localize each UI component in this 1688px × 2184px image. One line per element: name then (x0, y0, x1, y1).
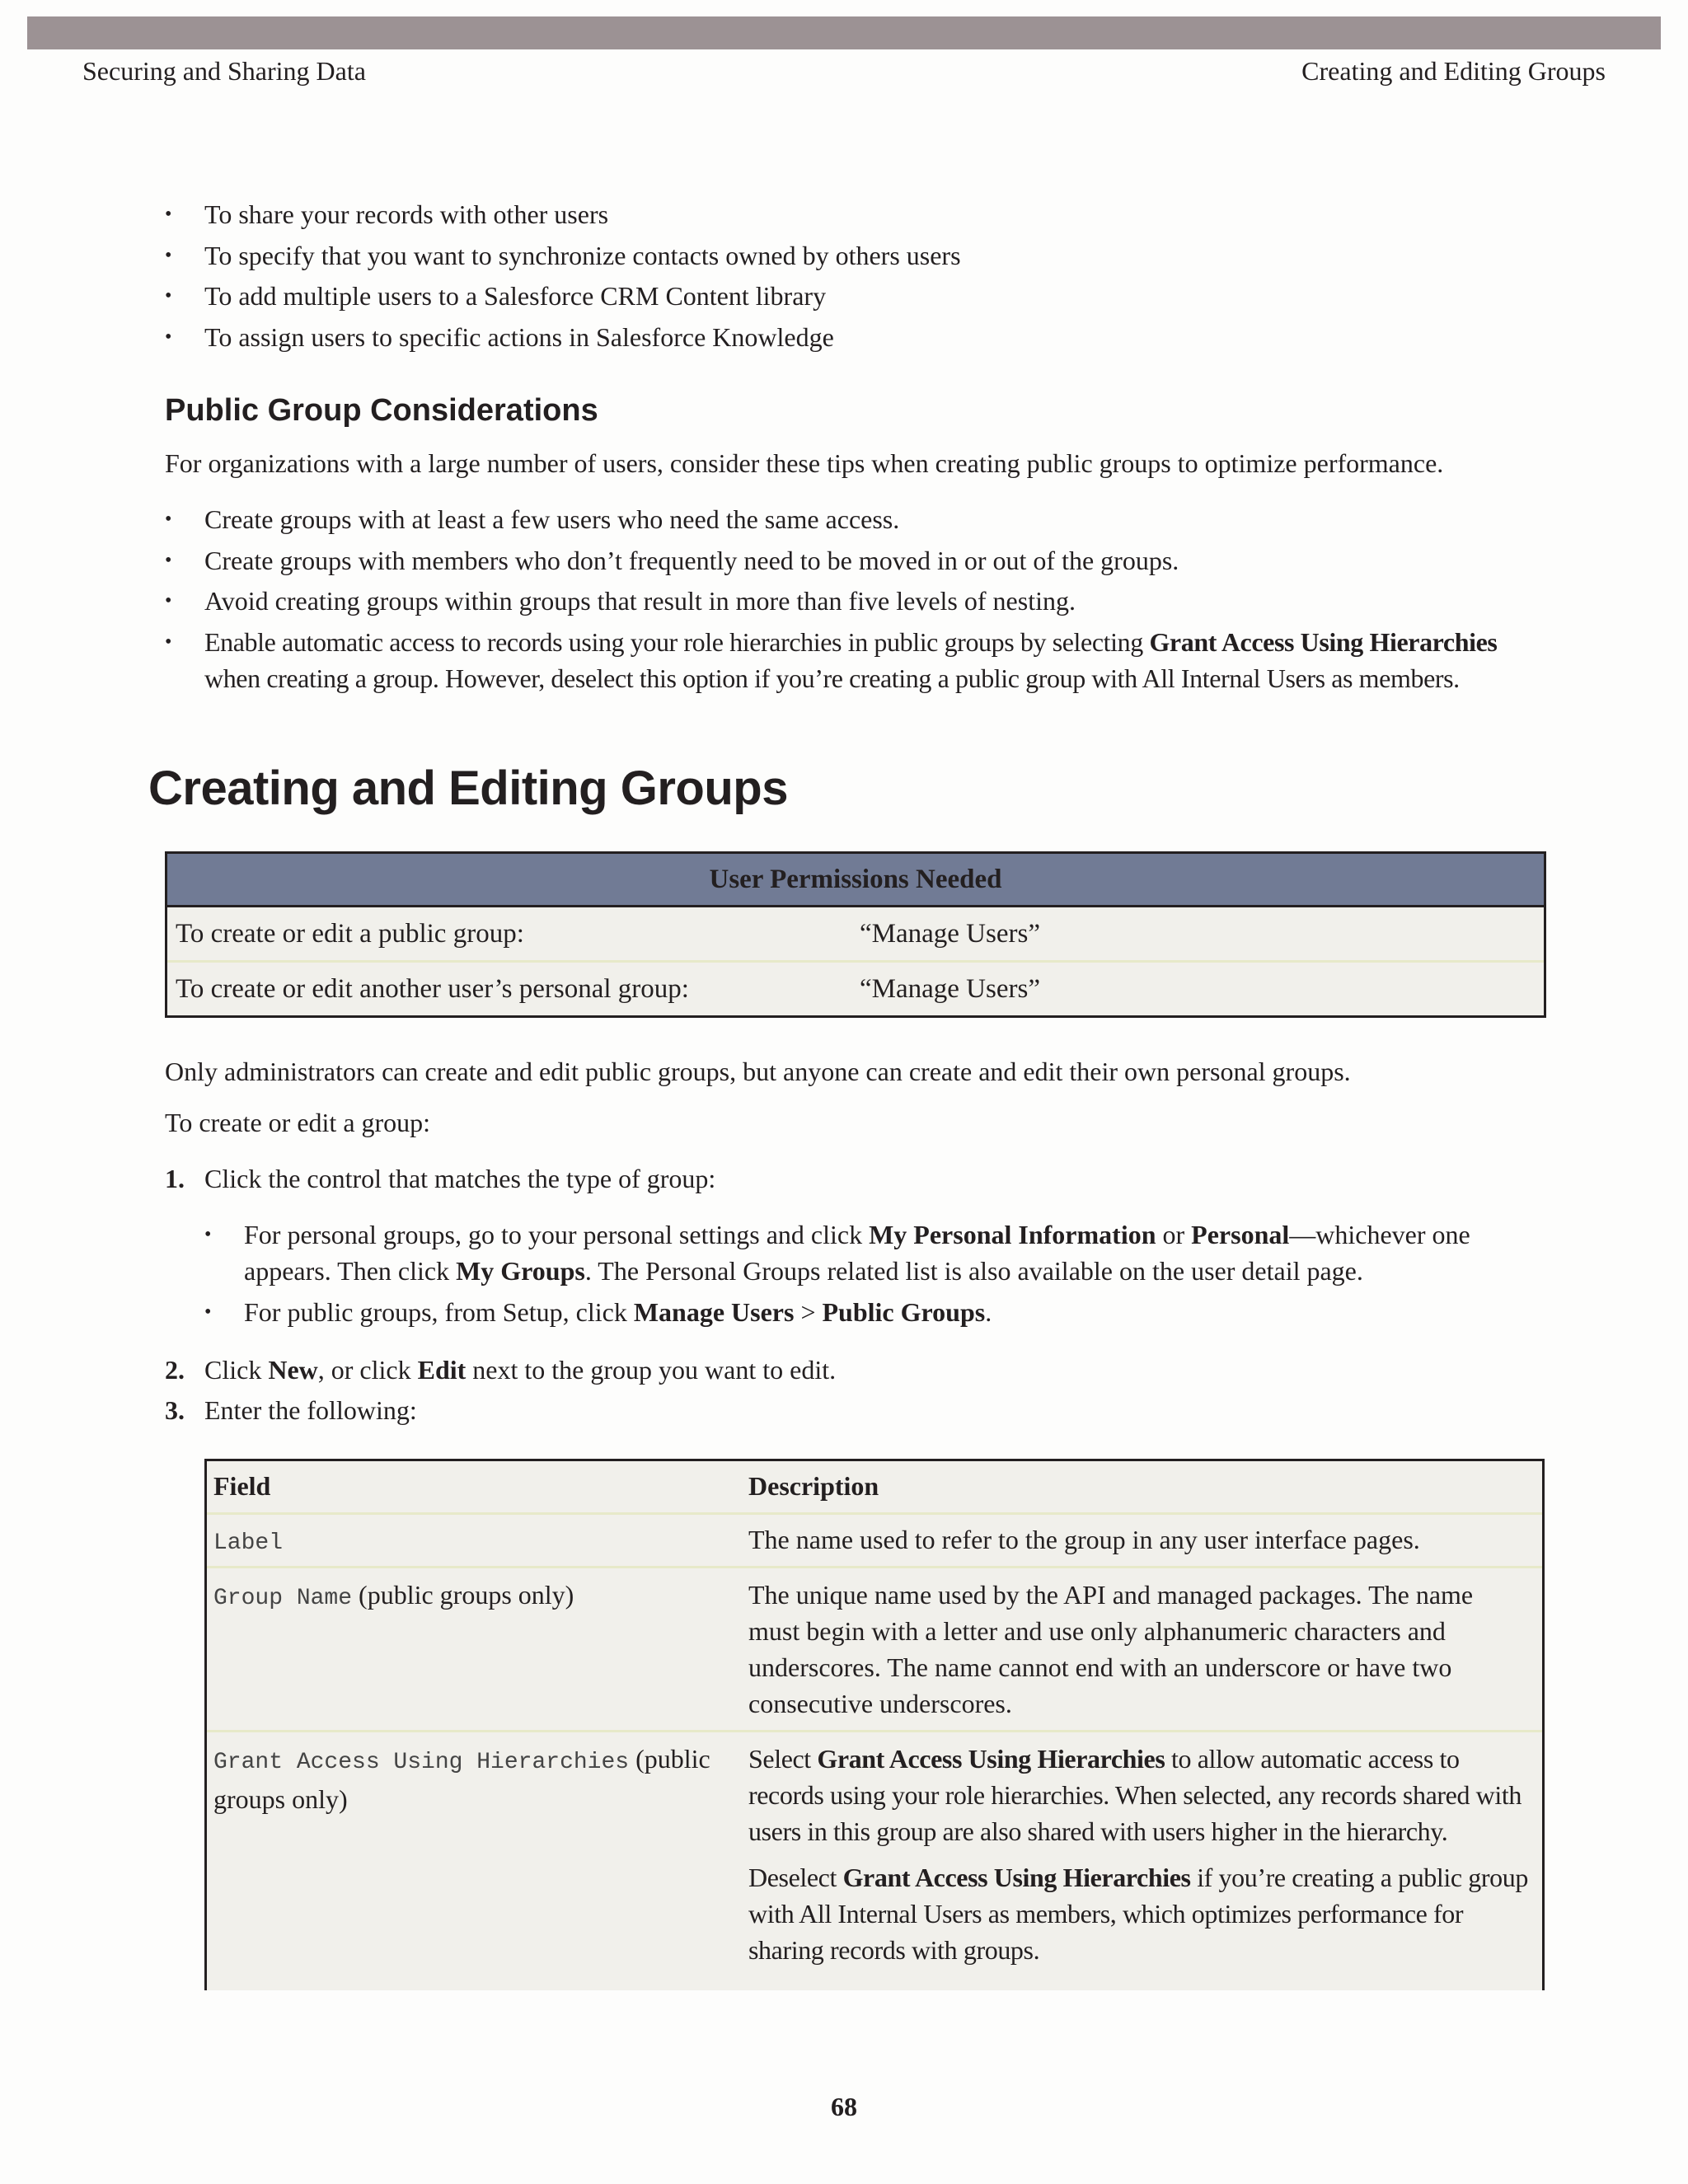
list-item: • To assign users to specific actions in Salesforce Knowledge (165, 317, 961, 359)
ui-term: Grant Access Using Hierarchies (1149, 626, 1498, 657)
list-item: • Create groups with at least a few users who need the same access. (165, 501, 1550, 542)
intro-bullet-list (165, 194, 961, 358)
step-1-sub-list (204, 1216, 1548, 1330)
permission-action: To create or edit a public group: (176, 918, 524, 949)
table-row: Grant Access Using Hierarchies (public groups only) Select Grant Access Using Hierarchies to allow automatic access to records using your role hierarchies. When selected, any records shared with users in this group are also shared with users higher in the hierarchy. Deselect Grant Access Using Hierarchies if you’re creating a public group with All Internal Users as members, which optimizes performance for sharing records with groups. (207, 1732, 1542, 1988)
section-heading: Public Group Considerations (165, 393, 598, 428)
step-number: 3. (165, 1395, 185, 1425)
running-header-left: Securing and Sharing Data (82, 56, 366, 86)
fields-table (204, 1459, 1545, 1990)
list-item: • For personal groups, go to your personal settings and click My Personal Information or Personal—whichever one appears. Then click My Groups. The Personal Groups related list is also available on the user detail page. (204, 1216, 1548, 1289)
list-item: • Avoid creating groups within groups that result in more than five levels of nesting. (165, 583, 1550, 624)
list-item: • To add multiple users to a Salesforce CRM Content library (165, 276, 961, 317)
permission-value: “Manage Users” (860, 918, 1040, 949)
table-row: Group Name (public groups only) The unique name used by the API and managed packages. The name must begin with a letter and use only alphanumeric characters and underscores. The name cannot end with an underscore or have two consecutive underscores. (207, 1568, 1542, 1732)
header-bar (27, 16, 1661, 49)
step-2: 2. Click New, or click Edit next to the group you want to edit. (165, 1352, 1566, 1388)
paragraph: For organizations with a large number of users, consider these tips when creating public groups to optimize performance. (165, 448, 1444, 478)
paragraph: To create or edit a group: (165, 1108, 431, 1137)
considerations-bullet-list (165, 501, 1550, 696)
column-header: Field (213, 1471, 271, 1501)
list-item: • For public groups, from Setup, click Manage Users > Public Groups. (204, 1294, 1548, 1330)
field-description: The unique name used by the API and managed packages. The name must begin with a letter and use only alphanumeric characters and underscores. The name cannot end with an underscore or have two consecutive underscores. (748, 1580, 1474, 1718)
list-item: • Enable automatic access to records using your role hierarchies in public groups by selecting Grant Access Using Hierarchies when creating a group. However, deselect this option if you’re creating a public group with All Internal Users as members. (165, 624, 1550, 696)
permission-value: “Manage Users” (860, 973, 1040, 1004)
permissions-table (165, 851, 1546, 1018)
field-name: Group Name (213, 1586, 353, 1611)
running-header-right: Creating and Editing Groups (1301, 56, 1606, 86)
page-title: Creating and Editing Groups (148, 762, 788, 815)
list-item: • To specify that you want to synchronize contacts owned by others users (165, 236, 961, 277)
field-name: Grant Access Using Hierarchies (213, 1750, 630, 1775)
step-1: 1. Click the control that matches the type of group: (165, 1160, 1566, 1197)
permission-action: To create or edit another user’s personal group: (176, 973, 689, 1004)
table-row (207, 1515, 1542, 1568)
permissions-header: User Permissions Needed (167, 854, 1544, 907)
table-row (167, 907, 1544, 960)
table-row (167, 960, 1544, 1015)
field-description: The name used to refer to the group in any user interface pages. (748, 1525, 1420, 1554)
step-number: 1. (165, 1164, 185, 1193)
list-item: • To share your records with other users (165, 194, 961, 236)
step-number: 2. (165, 1355, 185, 1385)
field-description: Select Grant Access Using Hierarchies to allow automatic access to records using your role hierarchies. When selected, any records shared with users in this group are also shared with users higher in the hierarchy. Deselect Grant Access Using Hierarchies if you’re creating a public group with All Internal Users as members, which optimizes performance for sharing records with groups. (748, 1744, 1528, 1965)
page-number: 68 (831, 2092, 857, 2121)
paragraph: Only administrators can create and edit public groups, but anyone can create and edit their own personal groups. (165, 1057, 1351, 1086)
column-header: Description (748, 1471, 879, 1501)
step-3: 3. Enter the following: (165, 1392, 1566, 1428)
field-name: Label (213, 1530, 284, 1556)
table-header-row (207, 1461, 1542, 1515)
list-item: • Create groups with members who don’t frequently need to be moved in or out of the groups. (165, 542, 1550, 583)
